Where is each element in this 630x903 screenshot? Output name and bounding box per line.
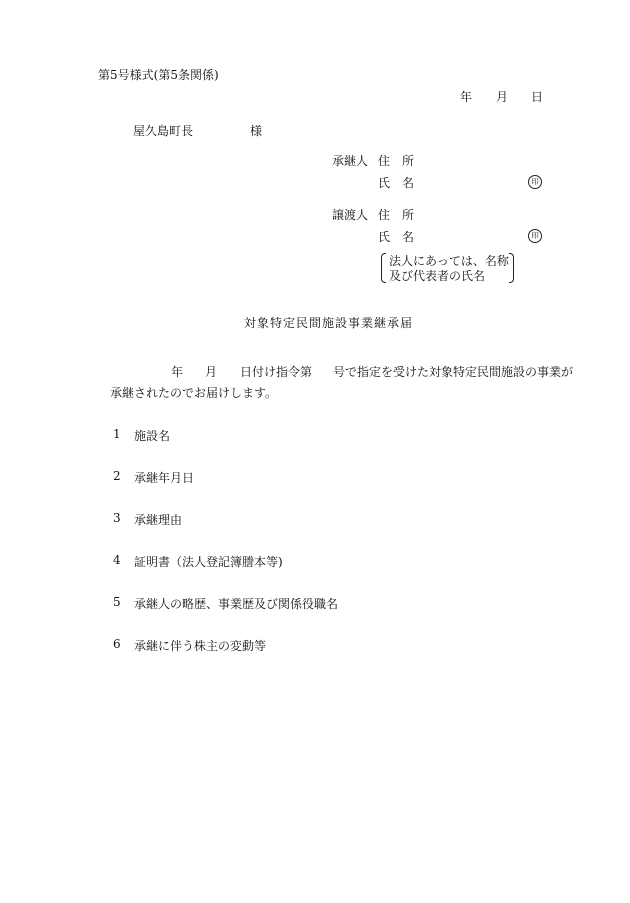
item-label: 承継年月日 <box>134 471 195 485</box>
item-label: 承継理由 <box>134 513 183 527</box>
successor-name-label: 氏 名 <box>378 176 415 190</box>
date-month: 月 <box>496 90 509 104</box>
body-year: 年 <box>171 365 184 379</box>
successor-address-label: 住 所 <box>378 154 415 168</box>
corp-note-line1: 法人にあっては、名称 <box>389 254 509 268</box>
addressee-honorific: 様 <box>250 124 263 138</box>
body-line1-end: 号で指定を受けた対象特定民間施設の事業が <box>333 365 574 379</box>
date-year: 年 <box>460 90 473 104</box>
successor-seal-icon: 印 <box>528 175 542 189</box>
corp-note-line2: 及び代表者の氏名 <box>389 269 486 283</box>
body-line1-mid: 日付け指令第 <box>240 365 313 379</box>
item-number: 4 <box>113 553 121 567</box>
date-day: 日 <box>531 90 544 104</box>
item-number: 1 <box>113 427 121 441</box>
item-label: 施設名 <box>134 429 171 443</box>
body-line2: 承継されたのでお届けします。 <box>110 386 278 400</box>
item-number: 2 <box>113 469 121 483</box>
left-bracket <box>381 253 386 283</box>
item-number: 3 <box>113 511 121 525</box>
item-label: 証明書（法人登記簿謄本等) <box>134 555 283 569</box>
item-number: 5 <box>113 595 121 609</box>
transferor-label: 譲渡人 <box>332 208 369 222</box>
item-label: 承継人の略歴、事業歴及び関係役職名 <box>134 597 339 611</box>
transferor-address-label: 住 所 <box>378 208 415 222</box>
addressee-name: 屋久島町長 <box>133 124 194 138</box>
form-number: 第5号様式(第5条関係) <box>98 68 219 82</box>
right-bracket <box>509 253 514 283</box>
body-month: 月 <box>205 365 218 379</box>
item-number: 6 <box>113 637 121 651</box>
transferor-name-label: 氏 名 <box>378 230 415 244</box>
document-title: 対象特定民間施設事業継承届 <box>244 316 414 330</box>
item-label: 承継に伴う株主の変動等 <box>134 639 267 653</box>
transferor-seal-icon: 印 <box>528 229 542 243</box>
successor-label: 承継人 <box>332 154 369 168</box>
